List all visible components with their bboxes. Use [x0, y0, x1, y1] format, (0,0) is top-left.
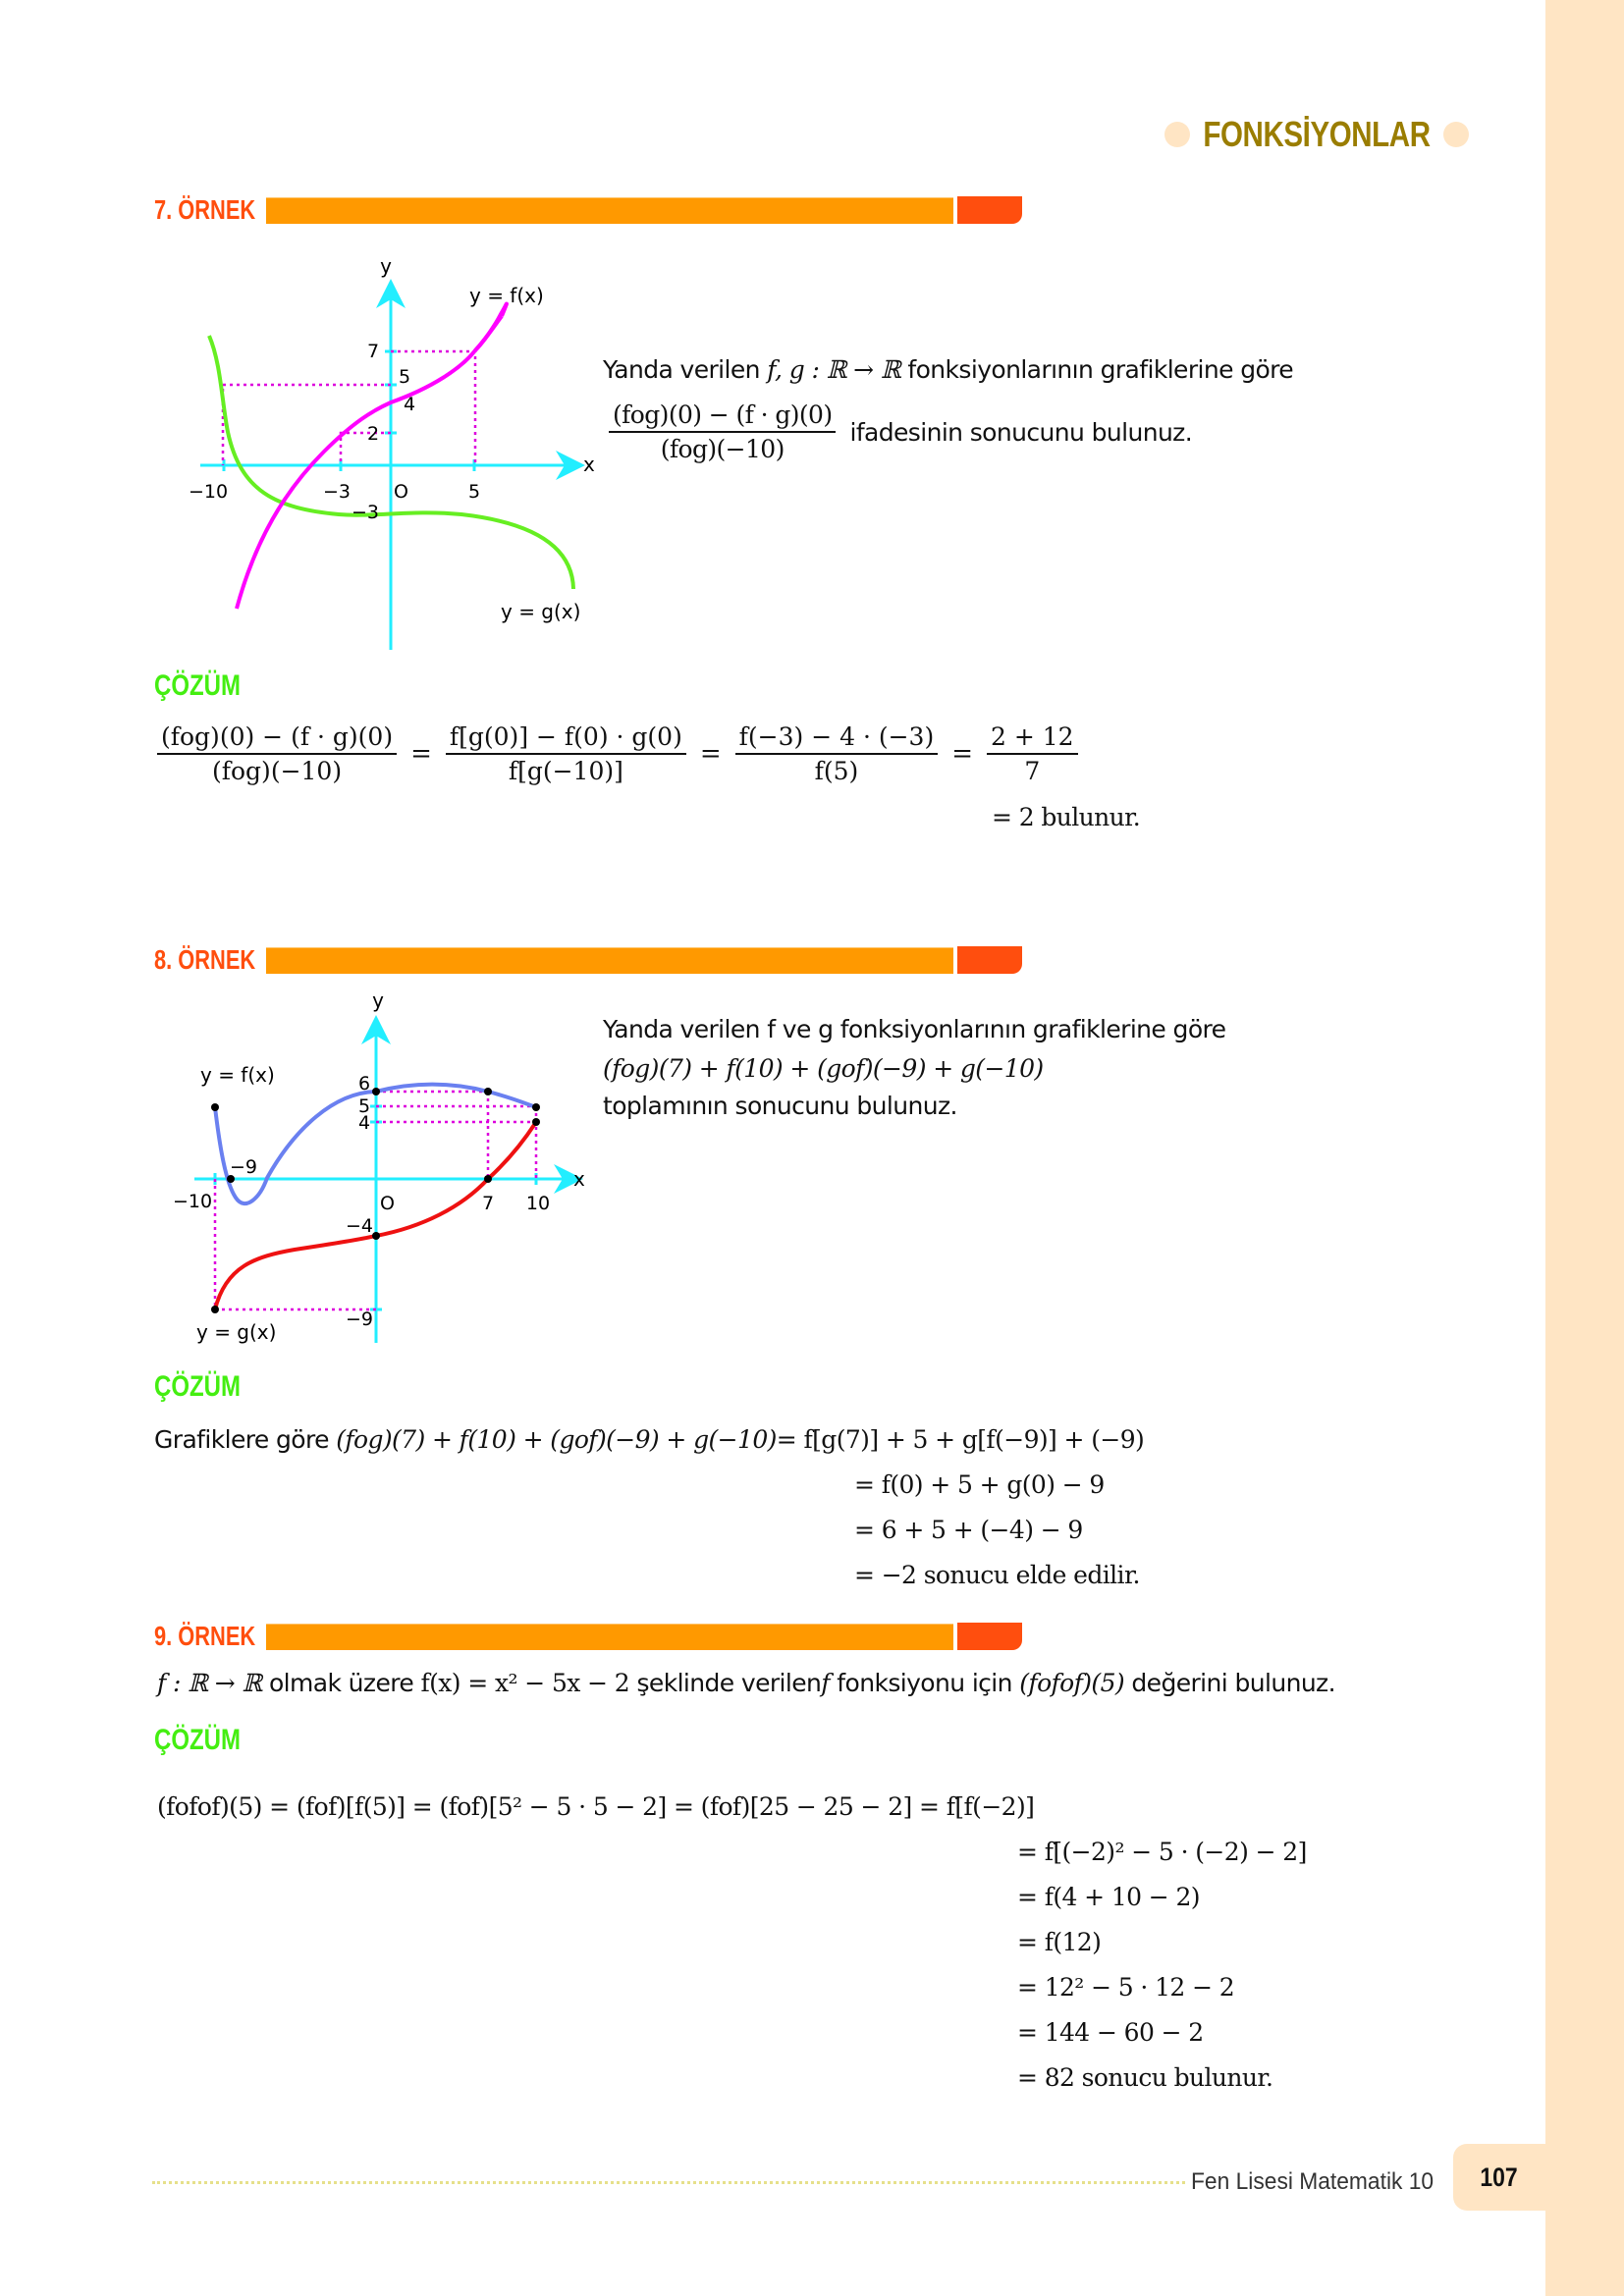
header-bar-accent — [957, 1623, 1022, 1650]
svg-text:5: 5 — [357, 1095, 371, 1117]
page-footer — [152, 2165, 1476, 2199]
example-9-solution-line1: (fofof)(5) = (fof)[f(5)] = (fof)[5² − 5 · 5 − 2] = (fof)[25 − 25 − 2] = f[f(−2)] — [157, 1792, 1035, 1821]
example-9-solution-step: = 82 sonucu bulunur. — [1017, 2063, 1273, 2092]
page-side-strip — [1545, 0, 1624, 2296]
header-bar — [266, 1624, 953, 1650]
g-curve-label: y = g(x) — [501, 600, 581, 623]
example-8-solution-step: = 6 + 5 + (−4) − 9 — [854, 1516, 1083, 1544]
page-number-tab — [1453, 2144, 1545, 2211]
chapter-header — [1164, 110, 1469, 159]
example-8-solution-step: = f(0) + 5 + g(0) − 9 — [854, 1470, 1105, 1499]
header-bar — [266, 947, 953, 974]
example-9-solution-step: = f(4 + 10 − 2) — [1017, 1883, 1200, 1911]
g-curve-label: y = g(x) — [196, 1320, 277, 1344]
f-curve-label: y = f(x) — [469, 284, 544, 307]
footer-dotted-rule — [152, 2181, 1185, 2184]
svg-text:7: 7 — [481, 1193, 495, 1214]
y-axis-label: y — [372, 988, 384, 1012]
example-8-solution-line1: Grafiklere göre (fog)(7) + f(10) + (gof)(−9) + g(−10)= f[g(7)] + 5 + g[f(−9)] + (−9) — [154, 1425, 1145, 1454]
decorative-dot-icon — [1443, 122, 1469, 147]
origin-label: O — [380, 1193, 395, 1214]
example-8-question-line1: Yanda verilen f ve g fonksiyonlarının grafiklerine göre — [603, 1015, 1226, 1043]
example-8-question-line3: toplamının sonucunu bulunuz. — [603, 1092, 957, 1120]
svg-text:7: 7 — [366, 341, 380, 362]
example-9-header — [154, 1622, 1022, 1651]
example-9-solution-step: = f(12) — [1017, 1928, 1102, 1956]
svg-text:10: 10 — [525, 1193, 551, 1214]
book-title: Fen Lisesi Matematik 10 — [1191, 2168, 1435, 2195]
example-7-header — [154, 195, 1022, 225]
header-bar-accent — [957, 946, 1022, 974]
header-bar — [266, 197, 953, 224]
svg-text:5: 5 — [467, 481, 481, 503]
example-7-result: = 2 bulunur. — [992, 803, 1141, 831]
svg-text:2: 2 — [366, 423, 380, 445]
example-9-solution-label: ÇÖZÜM — [154, 1724, 241, 1756]
example-9-solution-step: = f[(−2)² − 5 · (−2) − 2] — [1017, 1838, 1307, 1866]
x-axis-label: x — [583, 453, 595, 476]
example-9-question: f : ℝ → ℝ olmak üzere f(x) = x² − 5x − 2 şeklinde verilenf fonksiyonu için (fofof)(5) değerini bulunuz. — [157, 1669, 1335, 1697]
svg-text:−3: −3 — [322, 481, 352, 503]
decorative-dot-icon — [1164, 122, 1190, 147]
origin-label: O — [394, 481, 408, 503]
example-8-solution-step: = −2 sonucu elde edilir. — [854, 1561, 1140, 1589]
svg-text:5: 5 — [398, 366, 411, 388]
graph-example-8 — [157, 982, 609, 1364]
svg-text:−9: −9 — [229, 1156, 258, 1178]
svg-text:−4: −4 — [345, 1215, 374, 1237]
y-axis-label: y — [380, 254, 392, 278]
f-curve-label: y = f(x) — [200, 1063, 275, 1087]
example-9-solution-step: = 144 − 60 − 2 — [1017, 2018, 1204, 2047]
example-7-question-line2: $\frac{\text{(fog)(0) − (f · g)(0)}}{\text{(fog)(−10)}}$ ifadesinin sonucunu bulunuz. — [609, 400, 1192, 463]
header-bar-accent — [957, 196, 1022, 224]
svg-text:−3: −3 — [351, 502, 380, 523]
chapter-title: FONKSİYONLAR — [1203, 114, 1431, 154]
svg-text:−10: −10 — [188, 481, 229, 503]
example-7-expression: $\frac{\text{(fog)(0) − (f · g)(0)}}{\text{(fog)(−10)}}$ — [609, 400, 836, 463]
svg-text:4: 4 — [357, 1112, 371, 1134]
page-number: 107 — [1480, 2162, 1519, 2192]
x-axis-label: x — [573, 1167, 585, 1191]
example-8-label: 8. ÖRNEK — [154, 944, 256, 975]
example-8-header — [154, 945, 1022, 975]
example-9-label: 9. ÖRNEK — [154, 1621, 256, 1651]
graph-example-7 — [177, 245, 628, 658]
svg-text:−9: −9 — [345, 1308, 374, 1330]
example-7-solution-label: ÇÖZÜM — [154, 669, 241, 702]
svg-text:4: 4 — [403, 394, 416, 415]
svg-text:6: 6 — [357, 1073, 371, 1095]
example-7-label: 7. ÖRNEK — [154, 194, 256, 225]
example-8-question-expression: (fog)(7) + f(10) + (gof)(−9) + g(−10) — [603, 1054, 1044, 1083]
example-8-solution-label: ÇÖZÜM — [154, 1370, 241, 1403]
example-9-solution-step: = 12² − 5 · 12 − 2 — [1017, 1973, 1235, 2002]
svg-text:−10: −10 — [172, 1191, 213, 1212]
example-7-question-line1: Yanda verilen f, g : ℝ → ℝ fonksiyonlarının grafiklerine göre — [603, 355, 1294, 384]
example-7-solution-equation: $\frac{\text{(fog)(0) − (f · g)(0)}}{\text{(fog)(−10)}}$ = $\frac{f[g(0)] - f(0) \cdot g(0)}{f[g(-10)]}$ = $\frac{f(-3) - 4 \cdot (-3)}{f(5)}$ = $\frac{2 + 12}{7}$ — [157, 722, 1078, 785]
